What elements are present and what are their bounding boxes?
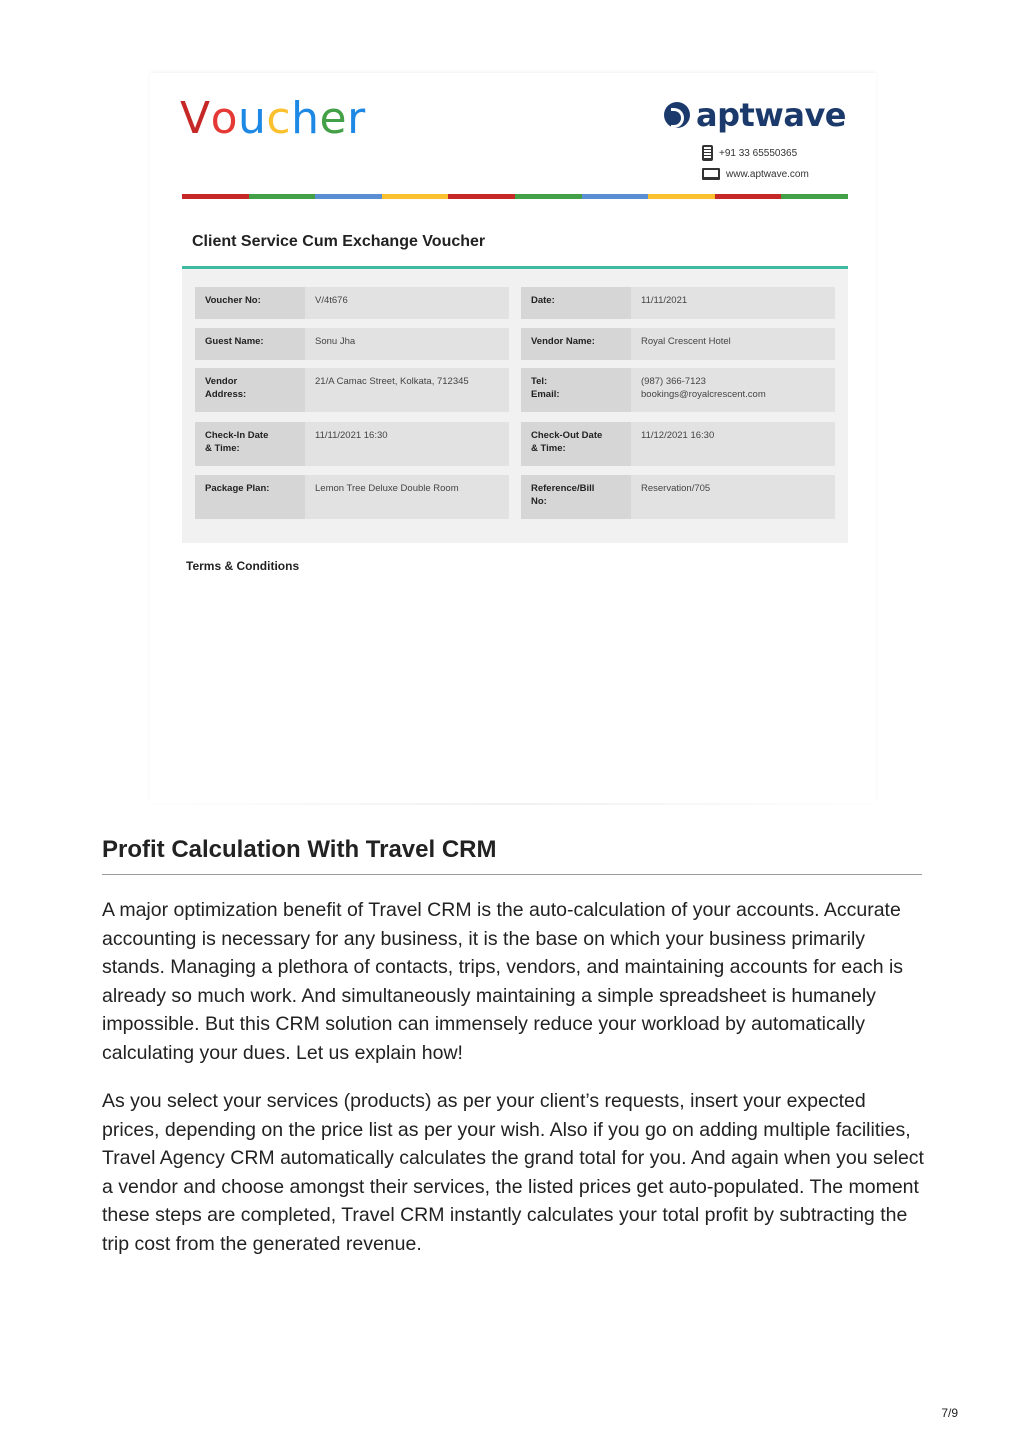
color-bar-segment (515, 194, 582, 199)
voucher-title (180, 93, 366, 144)
color-bar-segment (249, 194, 316, 199)
field-label: Guest Name: (195, 328, 305, 360)
field-label: Date: (521, 287, 631, 319)
voucher-image (150, 73, 876, 803)
color-bar-segment (648, 194, 715, 199)
color-bar-segment (781, 194, 848, 199)
page-number: 7/9 (941, 1406, 958, 1420)
field-value: Lemon Tree Deluxe Double Room (315, 483, 459, 494)
color-bar-segment (382, 194, 449, 199)
field-value: 11/11/2021 16:30 (315, 430, 388, 441)
field-label: Check-In Date & Time: (195, 422, 305, 466)
voucher-title-letter: u (238, 93, 267, 144)
title-divider (102, 874, 922, 875)
voucher-detail-row (195, 368, 835, 412)
voucher-heading: Client Service Cum Exchange Voucher (192, 233, 486, 250)
voucher-detail-row (195, 475, 835, 519)
voucher-field (521, 328, 835, 360)
contact-phone (702, 145, 797, 161)
field-label: Voucher No: (195, 287, 305, 319)
color-bar-segment (715, 194, 782, 199)
voucher-field (195, 368, 509, 412)
voucher-title-letter: o (210, 93, 239, 144)
voucher-field (521, 475, 835, 519)
voucher-field (521, 287, 835, 319)
field-value: 21/A Camac Street, Kolkata, 712345 (315, 376, 469, 387)
field-value: Sonu Jha (315, 336, 356, 347)
section-title: Profit Calculation With Travel CRM (102, 836, 497, 863)
voucher-title-letter: V (180, 93, 211, 144)
field-value: (987) 366-7123 bookings@royalcrescent.com (641, 376, 766, 400)
color-divider (182, 194, 848, 199)
voucher-field (195, 475, 509, 519)
website-url: www.aptwave.com (726, 168, 809, 180)
voucher-field (195, 422, 509, 466)
field-label: Package Plan: (195, 475, 305, 519)
field-label: Reference/Bill No: (521, 475, 631, 519)
field-value: 11/12/2021 16:30 (641, 430, 715, 441)
voucher-title-letter: e (319, 93, 348, 144)
field-value: Royal Crescent Hotel (641, 336, 731, 347)
voucher-title-letter: c (266, 93, 292, 144)
phone-number: +91 33 65550365 (719, 147, 798, 159)
field-value: V/4t676 (315, 295, 348, 306)
voucher-field (195, 328, 509, 360)
phone-icon (702, 145, 713, 161)
color-bar-segment (448, 194, 515, 199)
aptwave-logo-icon (664, 102, 690, 128)
voucher-field (195, 287, 509, 319)
paragraph-2: As you select your services (products) as per your client’s requests, insert your expected prices, depending on the price list as per your wish. Also if you go on adding multiple facilities, Travel Agency CRM automatically calculates the grand total for you. And again when you select a vendor and choose amongst their services, the listed prices get auto-populated. The moment these steps are completed, Travel CRM instantly calculates your total profit by subtracting the trip cost from the generated revenue. (102, 1090, 924, 1255)
color-bar-segment (582, 194, 649, 199)
laptop-icon (702, 168, 720, 180)
brand-logo (664, 96, 846, 134)
voucher-details (182, 269, 848, 543)
terms-heading: Terms & Conditions (186, 559, 300, 573)
field-label: Vendor Name: (521, 328, 631, 360)
field-label: Check-Out Date & Time: (521, 422, 631, 466)
paragraph-1: A major optimization benefit of Travel CRM is the auto-calculation of your accounts. Accurate accounting is necessary for any business, it is the base on which your business primarily stands. Managing a plethora of contacts, trips, vendors, and maintaining accounts for each is already so much work. And simultaneously maintaining a simple spreadsheet is humanely impossible. But this CRM solution can immensely reduce your workload by automatically calculating your dues. Let us explain how! (102, 899, 904, 1064)
voucher-title-letter: h (291, 93, 320, 144)
contact-website (702, 168, 809, 180)
voucher-detail-row (195, 328, 835, 360)
voucher-field (521, 422, 835, 466)
color-bar-segment (315, 194, 382, 199)
voucher-field (521, 368, 835, 412)
field-label: Tel: Email: (521, 368, 631, 412)
voucher-detail-row (195, 287, 835, 319)
color-bar-segment (182, 194, 249, 199)
brand-name: aptwave (695, 96, 846, 134)
image-edge (150, 803, 876, 805)
voucher-title-letter: r (347, 93, 366, 144)
voucher-detail-row (195, 422, 835, 466)
field-label: Vendor Address: (195, 368, 305, 412)
field-value: Reservation/705 (641, 483, 711, 494)
field-value: 11/11/2021 (641, 295, 688, 306)
